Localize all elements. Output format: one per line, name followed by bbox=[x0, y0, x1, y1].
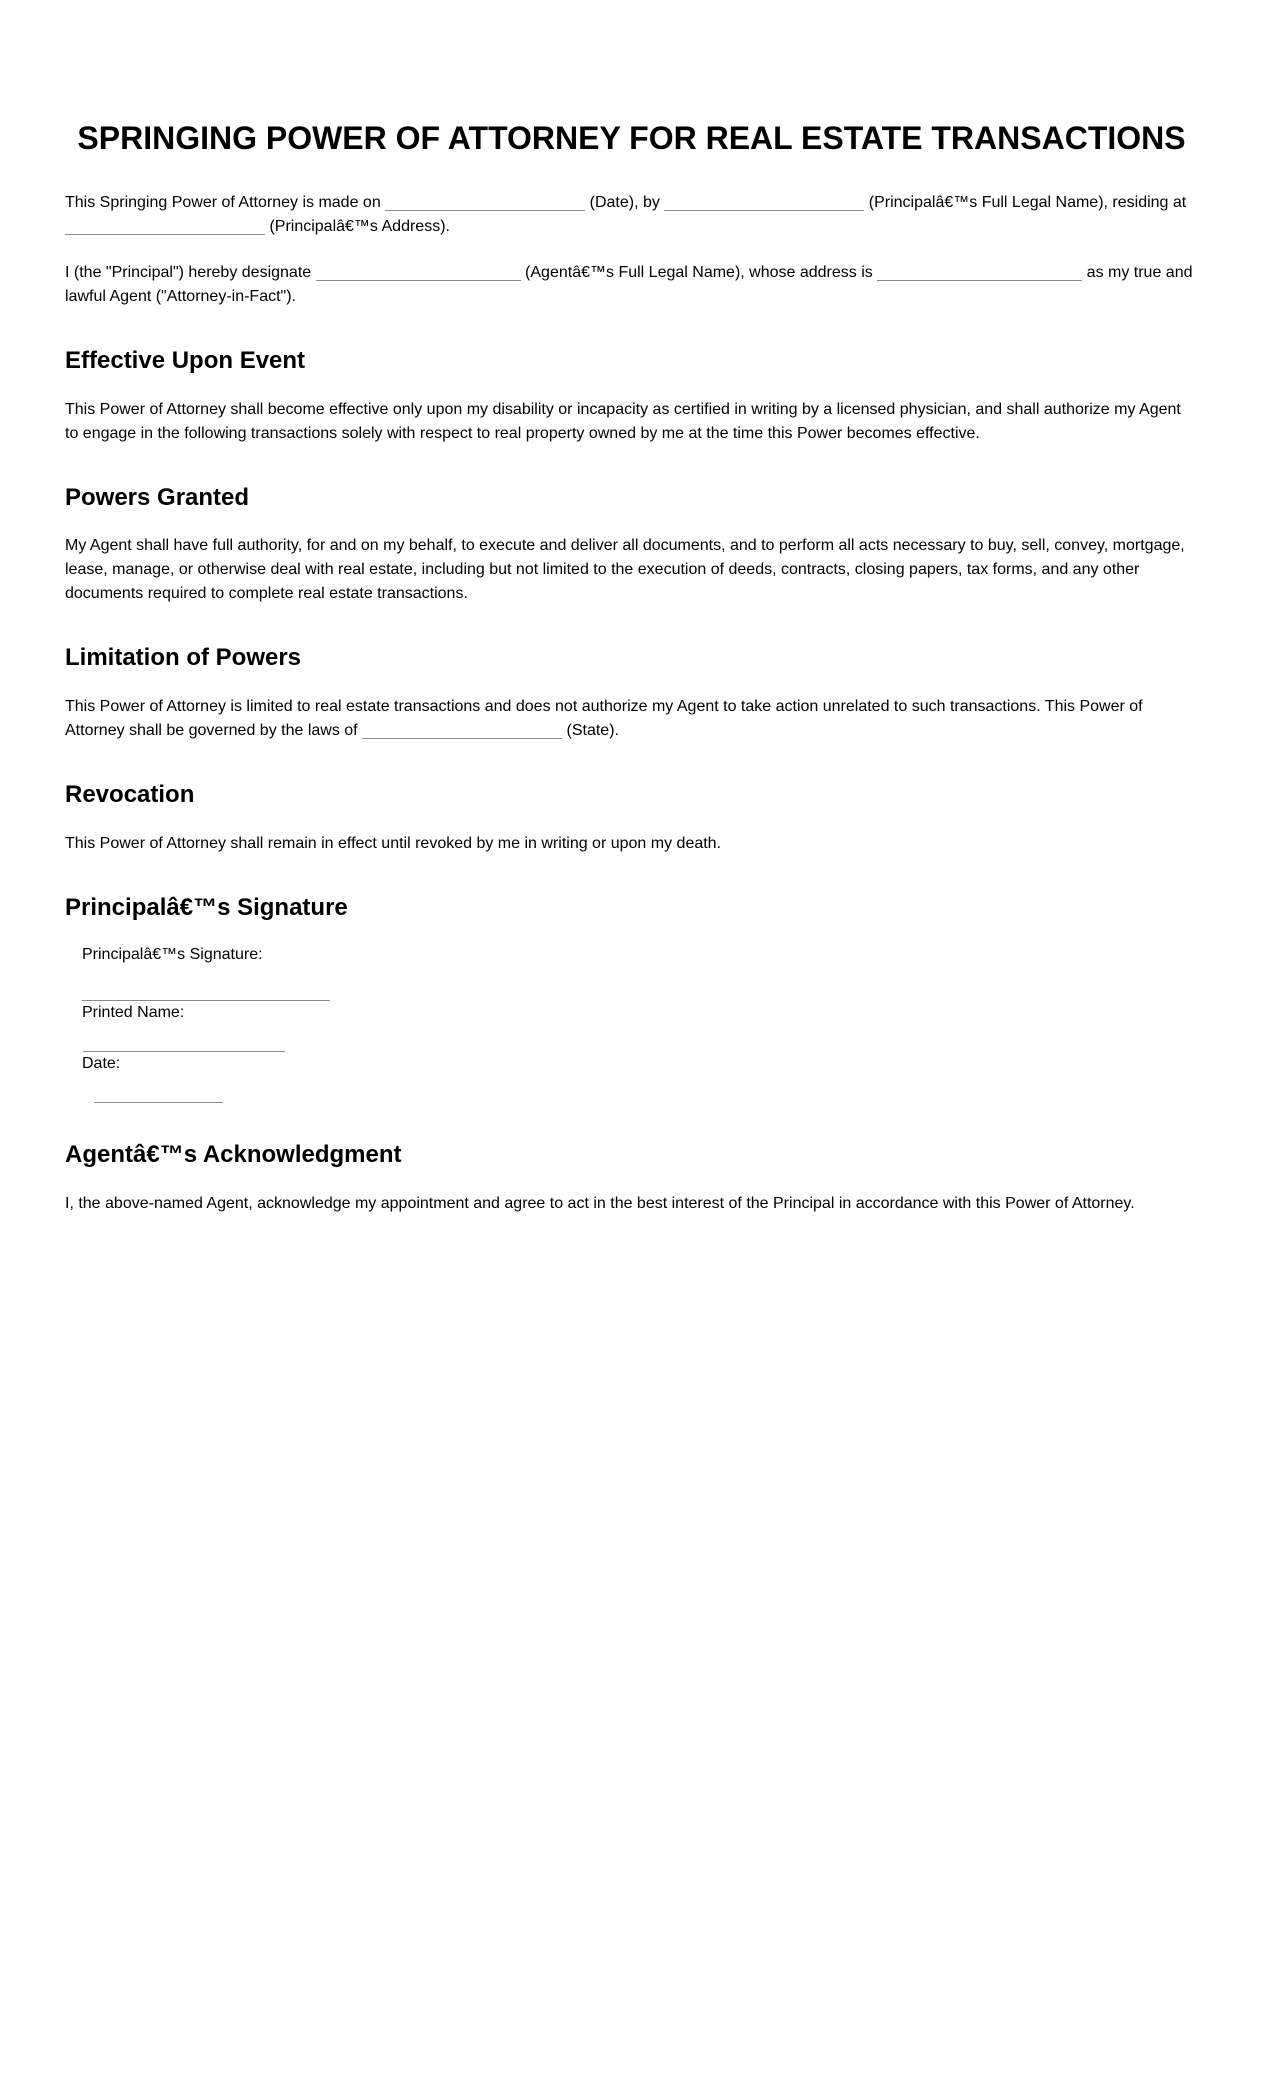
fill-in-blank bbox=[877, 266, 1082, 281]
section-paragraph: This Power of Attorney shall remain in effect until revoked by me in writing or upon my death. bbox=[65, 834, 722, 852]
date-label: Date: bbox=[82, 1054, 121, 1072]
section-powers-granted bbox=[65, 484, 1198, 607]
date-line bbox=[94, 1076, 223, 1103]
fill-in-blank bbox=[385, 196, 585, 211]
section-heading-limitation-of-powers: Limitation of Powers bbox=[65, 644, 302, 672]
section-paragraph: I, the above-named Agent, acknowledge my appointment and agree to act in the best interest of the Principal in accordance with this Power of Attorney. bbox=[65, 1194, 1135, 1212]
section-paragraph: My Agent shall have full authority, for and on my behalf, to execute and deliver all documents, and to perform all acts necessary to buy, sell, convey, mortgage, lease, manage, or otherwise deal with real estate, including but not limited to the execution of deeds, contracts, closing papers, tax forms, and any other documents required to complete real estate transactions. bbox=[65, 537, 1185, 603]
section-limitation-of-powers bbox=[65, 644, 1198, 743]
page-title: SPRINGING POWER OF ATTORNEY FOR REAL ESTATE TRANSACTIONS bbox=[77, 120, 1186, 156]
fill-in-blank bbox=[65, 220, 265, 235]
section-heading-revocation: Revocation bbox=[65, 781, 195, 809]
section-heading-powers-granted: Powers Granted bbox=[65, 483, 250, 511]
section-heading-agent-acknowledgment: Agentâ€™s Acknowledgment bbox=[65, 1140, 402, 1168]
section-heading-principal-signature: Principalâ€™s Signature bbox=[65, 893, 348, 921]
printed-name-line bbox=[83, 1025, 285, 1052]
section-paragraph: This Power of Attorney is limited to real estate transactions and does not authorize my Agent to take action unrelated to such transactions. This Power of Attorney shall be governed by the laws of (State). bbox=[65, 698, 1143, 740]
intro-paragraph-2: I (the "Principal") hereby designate (Agentâ€™s Full Legal Name), whose address is as my true and lawful Agent ("Attorney-in-Fact"). bbox=[65, 263, 1193, 305]
section-principal-signature bbox=[65, 894, 1198, 1103]
printed-name-label: Printed Name: bbox=[82, 1003, 185, 1021]
principal-signature-line bbox=[82, 967, 330, 1001]
document-page bbox=[0, 112, 1263, 1298]
section-heading-effective-upon-event: Effective Upon Event bbox=[65, 346, 306, 374]
section-paragraph: This Power of Attorney shall become effective only upon my disability or incapacity as certified in writing by a licensed physician, and shall authorize my Agent to engage in the following transactions solely with respect to real property owned by me at the time this Power becomes effective. bbox=[65, 400, 1181, 442]
fill-in-blank bbox=[664, 196, 864, 211]
section-revocation bbox=[65, 781, 1198, 856]
section-effective-upon-event bbox=[65, 347, 1198, 446]
principal-signature-label: Principalâ€™s Signature: bbox=[82, 945, 263, 963]
fill-in-blank bbox=[316, 266, 521, 281]
intro-paragraph-1: This Springing Power of Attorney is made on (Date), by (Principalâ€™s Full Legal Name), residing at (Principalâ€™s Address). bbox=[65, 193, 1187, 235]
section-agent-acknowledgment bbox=[65, 1141, 1198, 1216]
fill-in-blank bbox=[362, 724, 562, 739]
